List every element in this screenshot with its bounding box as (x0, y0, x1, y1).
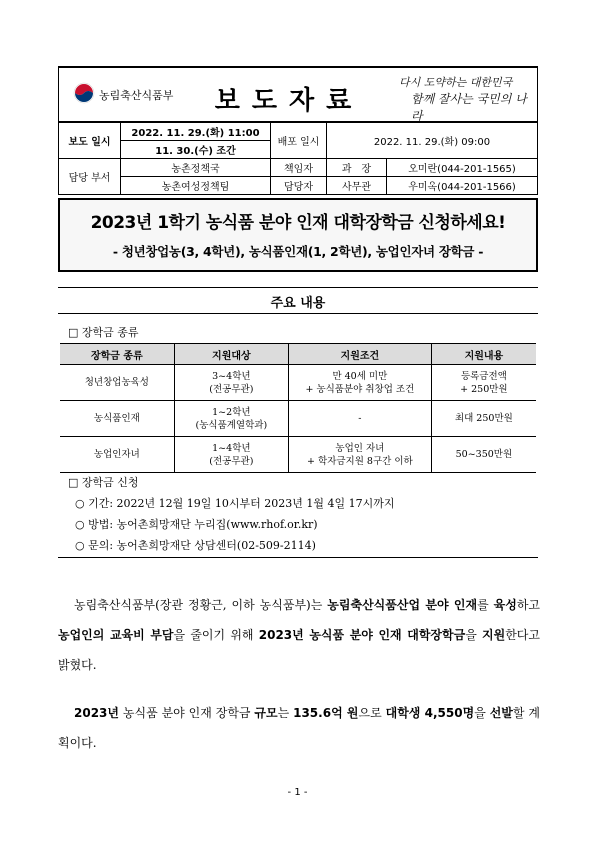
distribution-label: 배포 일시 (271, 123, 327, 159)
headline-main: 2023년 1학기 농식품 분야 인재 대학장학금 신청하세요! (90, 213, 506, 233)
key-content-title: 주요 내용 (270, 296, 326, 311)
cell-line: 1~4학년 (212, 442, 251, 454)
cell-line: (전공무관) (209, 455, 254, 467)
section-scholarship-types: □ 장학금 종류 (68, 326, 139, 339)
release-value-2: 11. 30.(수) 조간 (121, 141, 271, 159)
table-cell (288, 437, 431, 473)
table-cell (174, 401, 288, 437)
divider-bottom (58, 313, 538, 314)
release-label: 보도 일시 (59, 123, 121, 159)
text-run: 하고 (516, 598, 540, 612)
staff-label: 담당자 (271, 177, 327, 195)
table-header: 지원조건 (288, 344, 431, 365)
headline-box (58, 198, 538, 272)
release-info-table (58, 122, 538, 195)
text-run: 한다고 밝혔다. (58, 628, 540, 672)
dept-label: 담당 부서 (59, 159, 121, 195)
text-run-bold: 규모 (254, 706, 278, 720)
ministry-name: 농림축산식품부 (99, 89, 174, 102)
cell-line: + 250만원 (460, 383, 508, 395)
table-cell: 청년창업농육성 (60, 365, 174, 401)
table-cell: 50~350만원 (431, 437, 536, 473)
slogan-line-2: 함께 잘사는 국민의 나라 (411, 92, 527, 123)
responsible-label: 책임자 (271, 159, 327, 177)
scholarship-table (60, 343, 536, 473)
table-header: 지원대상 (174, 344, 288, 365)
section-scholarship-apply: □ 장학금 신청 (68, 476, 139, 489)
divider-end (58, 557, 538, 558)
press-release-title: 보도자료 (214, 86, 364, 116)
staff-title: 사무관 (327, 177, 387, 195)
table-cell (288, 365, 431, 401)
cell-line: + 학자금지원 8구간 이하 (307, 455, 413, 467)
table-cell: 농식품인재 (60, 401, 174, 437)
slogan-line-1: 다시 도약하는 대한민국 (399, 76, 513, 89)
cell-line: (농식품계열학과) (195, 419, 268, 431)
government-logo-icon (73, 82, 95, 104)
cell-line: 만 40세 미만 (332, 370, 388, 382)
text-run-bold: 지원 (482, 628, 506, 642)
text-run: 농림축산식품부(장관 정황근, 이하 농식품부)는 (74, 598, 328, 612)
text-run: 으로 (358, 706, 386, 720)
body-paragraph-2 (58, 698, 540, 758)
table-cell (174, 437, 288, 473)
text-run-bold: 농림축산식품산업 분야 인재 (327, 598, 478, 612)
text-run-bold: 2023년 (74, 706, 119, 720)
apply-period: ○ 기간: 2022년 12월 19일 10시부터 2023년 1월 4일 17시까지 (75, 497, 395, 510)
dept-value-2: 농촌여성정책팀 (121, 177, 271, 195)
text-run: 을 (465, 628, 483, 642)
table-row (60, 437, 536, 473)
table-cell (174, 365, 288, 401)
cell-line: 1~2학년 (212, 406, 251, 418)
cell-line: + 농식품분야 취창업 조건 (305, 383, 415, 395)
press-header (58, 66, 538, 122)
table-header-row (60, 344, 536, 365)
text-run-bold: 선발 (489, 706, 513, 720)
release-value-1: 2022. 11. 29.(화) 11:00 (121, 123, 271, 141)
responsible-title: 과 장 (327, 159, 387, 177)
text-run-bold: 대학생 4,550명 (385, 706, 475, 720)
government-slogan (399, 74, 535, 125)
table-cell: 최대 250만원 (431, 401, 536, 437)
table-cell: - (288, 401, 431, 437)
cell-line: (전공무관) (209, 383, 254, 395)
table-cell: 농업인자녀 (60, 437, 174, 473)
text-run-bold: 육성 (493, 598, 517, 612)
apply-inquiry: ○ 문의: 농어촌희망재단 상담센터(02-509-2114) (75, 539, 316, 552)
text-run: 을 (474, 706, 490, 720)
body-paragraph-1 (58, 590, 540, 680)
apply-method: ○ 방법: 농어촌희망재단 누리집(www.rhof.or.kr) (75, 518, 318, 531)
cell-line: 3~4학년 (212, 370, 251, 382)
text-run-bold: 농업인의 교육비 부담 (58, 628, 174, 642)
cell-line: 농업인 자녀 (335, 442, 385, 454)
table-header: 지원내용 (431, 344, 536, 365)
distribution-value: 2022. 11. 29.(화) 09:00 (327, 123, 538, 159)
text-run-bold: 135.6억 원 (293, 706, 359, 720)
divider-top (58, 287, 538, 288)
staff-name: 우미옥(044-201-1566) (387, 177, 538, 195)
headline-sub: - 청년창업농(3, 4학년), 농식품인재(1, 2학년), 농업인자녀 장학금 - (112, 244, 484, 259)
page-number: - 1 - (287, 787, 308, 798)
table-cell (431, 365, 536, 401)
cell-line: 등록금전액 (460, 370, 507, 382)
table-row (60, 401, 536, 437)
text-run-bold: 2023년 농식품 분야 인재 대학장학금 (258, 628, 466, 642)
responsible-name: 오미란(044-201-1565) (387, 159, 538, 177)
dept-value-1: 농촌정책국 (121, 159, 271, 177)
table-row (60, 365, 536, 401)
text-run: 을 줄이기 위해 (173, 628, 259, 642)
text-run: 를 (477, 598, 494, 612)
table-header: 장학금 종류 (60, 344, 174, 365)
text-run: 할 계획이다. (58, 706, 540, 750)
text-run: 농식품 분야 인재 장학금 (119, 706, 255, 720)
text-run: 는 (277, 706, 294, 720)
